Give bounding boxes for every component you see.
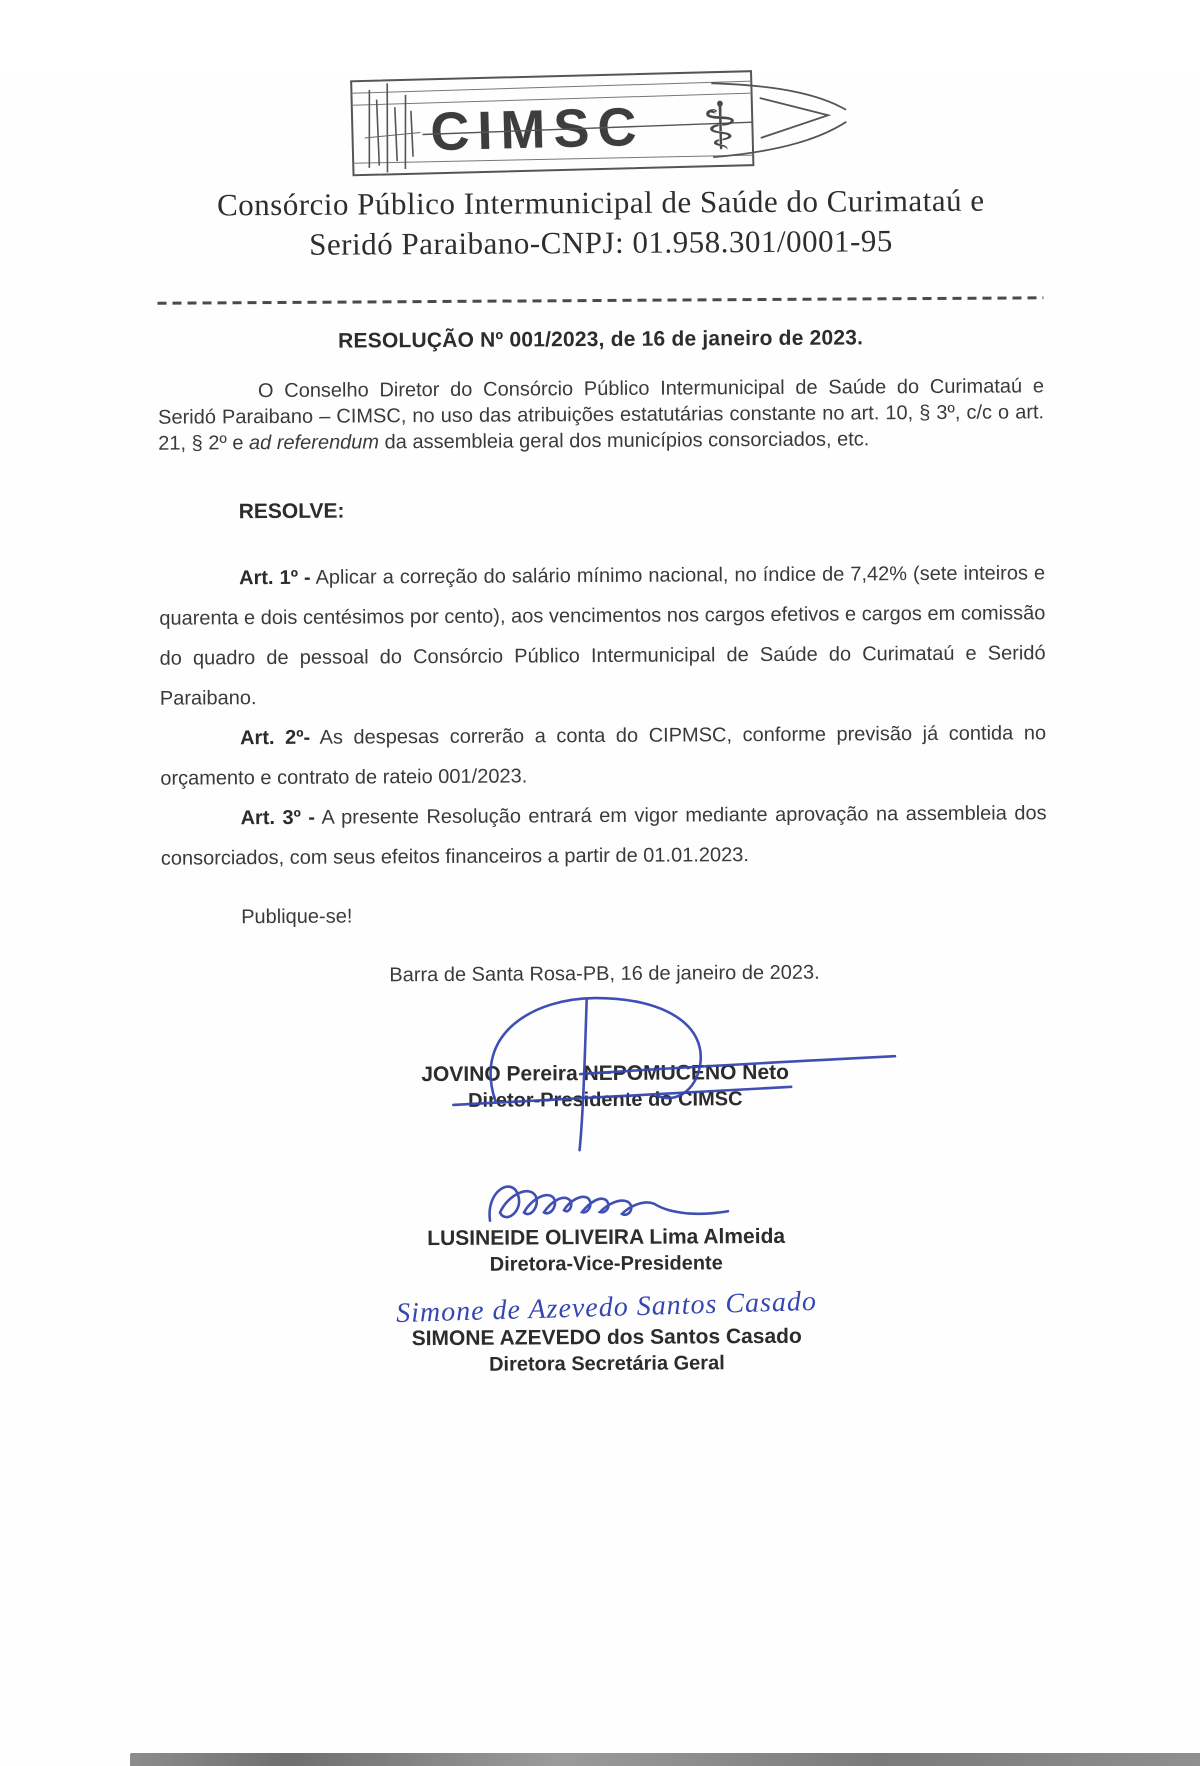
cimsc-logo bbox=[349, 66, 851, 184]
article-1 bbox=[159, 553, 1046, 718]
cimsc-logo-graphic bbox=[349, 66, 851, 179]
preamble-paragraph bbox=[158, 373, 1044, 456]
scanned-document bbox=[0, 68, 1200, 1381]
org-name bbox=[1, 179, 1200, 266]
article-3 bbox=[160, 793, 1046, 878]
preamble-italic: ad referendum bbox=[248, 431, 380, 455]
publish-order: Publique-se! bbox=[241, 905, 353, 929]
signatory-role: Diretora-Vice-Presidente bbox=[489, 1252, 723, 1276]
org-name-line1: Consórcio Público Intermunicipal de Saúde do Curimataú e bbox=[216, 182, 985, 223]
preamble-part2: da assembleia geral dos municípios consorciados, etc. bbox=[384, 428, 870, 454]
preamble-part1: O Conselho Diretor do Consórcio Público Intermunicipal de Saúde do Curimataú e Seridó Paraibano – CIMSC, no uso das atribuições estatutárias constante no art. 10, § 3º, c/c o art. 21, § 2º e bbox=[158, 375, 1045, 455]
signatory-name: SIMONE AZEVEDO dos Santos Casado bbox=[411, 1324, 802, 1351]
signature-vice-president bbox=[296, 1192, 917, 1280]
article-1-label: Art. 1º - bbox=[239, 566, 311, 590]
handwritten-signature: Simone de Azevedo Santos Casado bbox=[395, 1285, 818, 1330]
dashed-divider bbox=[157, 296, 1043, 304]
signatory-role: Diretor-Presidente do CIMSC bbox=[467, 1088, 743, 1112]
signature-secretary bbox=[226, 1285, 987, 1381]
article-3-label: Art. 3º - bbox=[240, 806, 316, 830]
logo-scan-lines bbox=[367, 83, 413, 173]
article-2 bbox=[160, 713, 1046, 798]
article-2-label: Art. 2º- bbox=[239, 726, 311, 750]
signatory-role: Diretora Secretária Geral bbox=[488, 1352, 725, 1376]
signature-president bbox=[195, 989, 1016, 1184]
article-1-text: Aplicar a correção do salário mínimo nacional, no índice de 7,42% (sete inteiros e quarenta e dois centésimos por cento), aos vencimentos nos cargos efetivos e cargos em comissão do quadro de pessoal do Consórcio Público Intermunicipal de Saúde do Curimataú e Seridó Paraibano. bbox=[159, 562, 1046, 710]
article-3-text: A presente Resolução entrará em vigor mediante aprovação na assembleia dos consorciados, com seus efeitos financeiros a partir de 01.01.2023. bbox=[160, 802, 1047, 870]
document-body bbox=[158, 325, 1050, 1380]
resolution-title: RESOLUÇÃO Nº 001/2023, de 16 de janeiro de 2023. bbox=[338, 326, 864, 353]
articles bbox=[159, 553, 1047, 878]
org-name-line2: Seridó Paraibano-CNPJ: 01.958.301/0001-95 bbox=[309, 223, 893, 262]
document-page bbox=[0, 72, 1200, 1766]
logo-text: CIMSC bbox=[429, 96, 646, 163]
scan-edge-artifact bbox=[130, 1753, 1200, 1766]
signatory-name: LUSINEIDE OLIVEIRA Lima Almeida bbox=[427, 1224, 786, 1251]
signatory-name: JOVINO Pereira NEPOMUCENO Neto bbox=[421, 1060, 789, 1087]
signature-block bbox=[162, 989, 1050, 1380]
caduceus-icon: ⚕ bbox=[701, 87, 740, 166]
dateline: Barra de Santa Rosa-PB, 16 de janeiro de 2023. bbox=[389, 961, 820, 987]
article-2-text: As despesas correrão a conta do CIPMSC, conforme previsão já contida no orçamento e contrato de rateio 001/2023. bbox=[160, 722, 1047, 790]
resolve-label: RESOLVE: bbox=[238, 499, 345, 524]
